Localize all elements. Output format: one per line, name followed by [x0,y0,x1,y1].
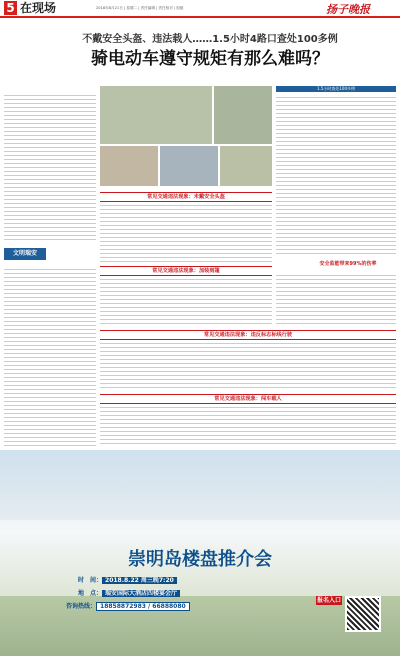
body-text-col1 [4,92,96,242]
section-head-3: 常见交通违法现象：违反标志标线行驶 [100,330,396,340]
ad-time-row [78,575,177,586]
section-head-1: 常见交通违法现象：未戴安全头盔 [100,192,272,202]
section-1-text [100,202,272,262]
photo-2 [214,86,272,144]
ad-place-label: 地 点： [78,590,103,597]
section-4-text [100,404,396,446]
photo-1 [100,86,212,144]
body-text-col2 [4,266,96,446]
ad-title: 崇明岛楼盘推介会 [128,549,272,570]
section-2-text [100,276,272,326]
section-head-4: 常见交通违法现象：闯车载人 [100,394,396,404]
article-headline: 骑电动车遵守规矩有那么难吗？ [91,49,329,69]
page-number: 5 [4,1,17,15]
ad-place-row [78,588,180,599]
section-head-2: 常见交通违法现象：加装雨篷 [100,266,272,276]
ad-time-label: 时 间： [78,577,103,584]
article-subhead: 不戴安全头盔、违法载人……1.5小时4路口查处100多例 [82,34,338,45]
ad-place-value: 瑞安国际大酒店四楼宴会厅 [102,590,180,597]
signup-button[interactable]: 报名入口 [316,597,341,604]
ad-phone-row [66,601,190,612]
section-3-text [100,340,396,390]
photo-3 [100,146,158,186]
body-text-col4 [276,272,396,326]
ad-time-value: 2018.8.22 周三晚7:20 [102,577,177,584]
photo-4 [160,146,218,186]
ad-phone-value: 18858872983 / 66888080 [96,602,190,611]
stats-title: 安全监能带来99%的伤率 [319,261,377,267]
section-title: 在现场 [20,1,57,15]
photo-5 [220,146,272,186]
qr-code-icon[interactable] [345,596,381,632]
issue-meta: 2018年8月21日 | 星期二 | 责任编辑 | 责任校对 | 组版 [96,6,184,10]
photo-caption: 1.5小时查处100多例 [276,86,396,92]
masthead-logo: 扬子晚报 [326,3,370,16]
body-text-col3 [276,94,396,254]
ad-phone-label: 咨询热线： [66,603,97,610]
side-feature-badge: 文明瑞安 [4,248,46,260]
